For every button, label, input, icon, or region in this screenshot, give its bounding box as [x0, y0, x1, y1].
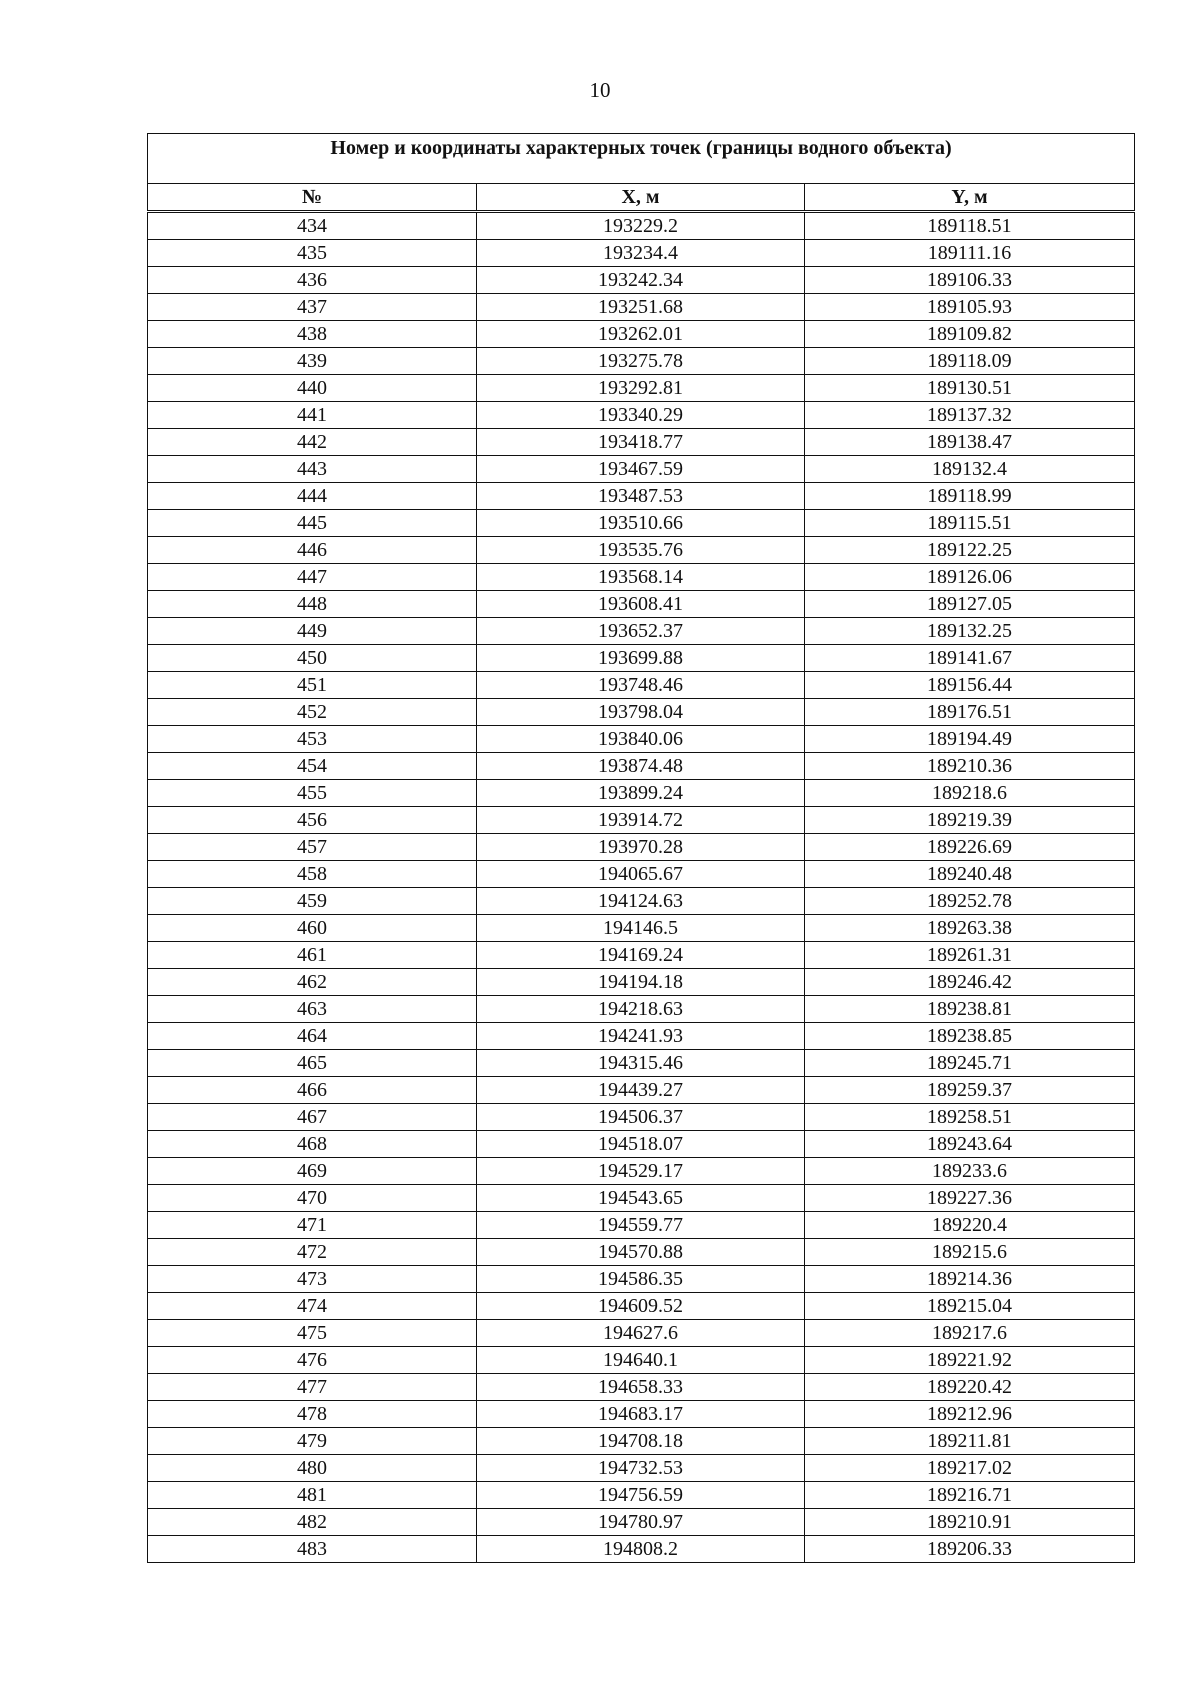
table-row	[148, 591, 1135, 618]
cell-y-coordinate: 189238.81	[805, 996, 1135, 1023]
cell-point-number: 459	[148, 888, 477, 915]
column-header-y: Y, м	[805, 184, 1135, 212]
cell-point-number: 456	[148, 807, 477, 834]
cell-point-number: 434	[148, 212, 477, 240]
cell-x-coordinate: 194315.46	[477, 1050, 805, 1077]
cell-point-number: 452	[148, 699, 477, 726]
table-row	[148, 1428, 1135, 1455]
cell-x-coordinate: 193840.06	[477, 726, 805, 753]
cell-y-coordinate: 189141.67	[805, 645, 1135, 672]
cell-point-number: 449	[148, 618, 477, 645]
table-row	[148, 618, 1135, 645]
cell-x-coordinate: 194506.37	[477, 1104, 805, 1131]
cell-y-coordinate: 189246.42	[805, 969, 1135, 996]
table-row	[148, 375, 1135, 402]
cell-point-number: 470	[148, 1185, 477, 1212]
cell-x-coordinate: 193798.04	[477, 699, 805, 726]
cell-x-coordinate: 194124.63	[477, 888, 805, 915]
cell-y-coordinate: 189118.51	[805, 212, 1135, 240]
cell-point-number: 457	[148, 834, 477, 861]
table-title: Номер и координаты характерных точек (границы водного объекта)	[148, 134, 1135, 184]
table-row	[148, 1212, 1135, 1239]
cell-y-coordinate: 189130.51	[805, 375, 1135, 402]
cell-point-number: 477	[148, 1374, 477, 1401]
table-row	[148, 1374, 1135, 1401]
table-row	[148, 942, 1135, 969]
cell-y-coordinate: 189219.39	[805, 807, 1135, 834]
cell-x-coordinate: 193970.28	[477, 834, 805, 861]
cell-x-coordinate: 194559.77	[477, 1212, 805, 1239]
cell-x-coordinate: 193234.4	[477, 240, 805, 267]
cell-y-coordinate: 189233.6	[805, 1158, 1135, 1185]
cell-point-number: 471	[148, 1212, 477, 1239]
table-row	[148, 753, 1135, 780]
cell-point-number: 472	[148, 1239, 477, 1266]
table-body	[148, 212, 1135, 1563]
cell-point-number: 463	[148, 996, 477, 1023]
cell-point-number: 482	[148, 1509, 477, 1536]
cell-point-number: 441	[148, 402, 477, 429]
cell-point-number: 438	[148, 321, 477, 348]
cell-x-coordinate: 194518.07	[477, 1131, 805, 1158]
cell-x-coordinate: 194586.35	[477, 1266, 805, 1293]
cell-point-number: 437	[148, 294, 477, 321]
cell-y-coordinate: 189258.51	[805, 1104, 1135, 1131]
table-row	[148, 1401, 1135, 1428]
cell-y-coordinate: 189217.02	[805, 1455, 1135, 1482]
table-row	[148, 402, 1135, 429]
cell-point-number: 479	[148, 1428, 477, 1455]
table-row	[148, 294, 1135, 321]
cell-point-number: 473	[148, 1266, 477, 1293]
cell-y-coordinate: 189122.25	[805, 537, 1135, 564]
coordinates-table	[147, 133, 1135, 1563]
column-header-number: №	[148, 184, 477, 212]
cell-x-coordinate: 193568.14	[477, 564, 805, 591]
table-row	[148, 699, 1135, 726]
table-row	[148, 834, 1135, 861]
cell-y-coordinate: 189106.33	[805, 267, 1135, 294]
table-row	[148, 429, 1135, 456]
cell-y-coordinate: 189214.36	[805, 1266, 1135, 1293]
cell-y-coordinate: 189216.71	[805, 1482, 1135, 1509]
cell-y-coordinate: 189156.44	[805, 672, 1135, 699]
cell-x-coordinate: 194708.18	[477, 1428, 805, 1455]
cell-x-coordinate: 194658.33	[477, 1374, 805, 1401]
table-row	[148, 1050, 1135, 1077]
cell-y-coordinate: 189127.05	[805, 591, 1135, 618]
cell-x-coordinate: 193874.48	[477, 753, 805, 780]
cell-y-coordinate: 189243.64	[805, 1131, 1135, 1158]
cell-x-coordinate: 194439.27	[477, 1077, 805, 1104]
table-row	[148, 672, 1135, 699]
cell-point-number: 444	[148, 483, 477, 510]
cell-x-coordinate: 193652.37	[477, 618, 805, 645]
cell-x-coordinate: 194640.1	[477, 1347, 805, 1374]
cell-x-coordinate: 194194.18	[477, 969, 805, 996]
cell-x-coordinate: 193242.34	[477, 267, 805, 294]
column-header-x: X, м	[477, 184, 805, 212]
cell-x-coordinate: 194780.97	[477, 1509, 805, 1536]
cell-point-number: 475	[148, 1320, 477, 1347]
table-row	[148, 267, 1135, 294]
cell-point-number: 469	[148, 1158, 477, 1185]
table-row	[148, 1239, 1135, 1266]
cell-x-coordinate: 194529.17	[477, 1158, 805, 1185]
cell-y-coordinate: 189261.31	[805, 942, 1135, 969]
table-row	[148, 996, 1135, 1023]
cell-y-coordinate: 189212.96	[805, 1401, 1135, 1428]
table-row	[148, 1293, 1135, 1320]
cell-point-number: 436	[148, 267, 477, 294]
cell-point-number: 453	[148, 726, 477, 753]
cell-x-coordinate: 193699.88	[477, 645, 805, 672]
cell-y-coordinate: 189220.42	[805, 1374, 1135, 1401]
table-row	[148, 861, 1135, 888]
table-row	[148, 1266, 1135, 1293]
table-row	[148, 1023, 1135, 1050]
cell-point-number: 481	[148, 1482, 477, 1509]
cell-point-number: 435	[148, 240, 477, 267]
cell-point-number: 450	[148, 645, 477, 672]
table-row	[148, 510, 1135, 537]
cell-y-coordinate: 189226.69	[805, 834, 1135, 861]
cell-y-coordinate: 189137.32	[805, 402, 1135, 429]
cell-x-coordinate: 194683.17	[477, 1401, 805, 1428]
cell-point-number: 466	[148, 1077, 477, 1104]
cell-x-coordinate: 194241.93	[477, 1023, 805, 1050]
table-row	[148, 1536, 1135, 1563]
table-row	[148, 1455, 1135, 1482]
table-row	[148, 1482, 1135, 1509]
table-row	[148, 456, 1135, 483]
cell-y-coordinate: 189240.48	[805, 861, 1135, 888]
cell-y-coordinate: 189126.06	[805, 564, 1135, 591]
page-number: 10	[589, 78, 611, 102]
cell-x-coordinate: 194609.52	[477, 1293, 805, 1320]
table-row	[148, 1158, 1135, 1185]
cell-point-number: 448	[148, 591, 477, 618]
table-row	[148, 1185, 1135, 1212]
cell-x-coordinate: 193748.46	[477, 672, 805, 699]
cell-point-number: 476	[148, 1347, 477, 1374]
cell-x-coordinate: 194065.67	[477, 861, 805, 888]
cell-x-coordinate: 193510.66	[477, 510, 805, 537]
cell-point-number: 451	[148, 672, 477, 699]
cell-point-number: 458	[148, 861, 477, 888]
cell-x-coordinate: 193914.72	[477, 807, 805, 834]
cell-point-number: 440	[148, 375, 477, 402]
table-header-row	[148, 184, 1135, 212]
cell-x-coordinate: 193275.78	[477, 348, 805, 375]
cell-y-coordinate: 189118.09	[805, 348, 1135, 375]
cell-y-coordinate: 189206.33	[805, 1536, 1135, 1563]
cell-point-number: 462	[148, 969, 477, 996]
cell-x-coordinate: 193899.24	[477, 780, 805, 807]
table-row	[148, 726, 1135, 753]
table-row	[148, 1509, 1135, 1536]
cell-y-coordinate: 189176.51	[805, 699, 1135, 726]
cell-y-coordinate: 189115.51	[805, 510, 1135, 537]
table-row	[148, 564, 1135, 591]
cell-x-coordinate: 194808.2	[477, 1536, 805, 1563]
cell-y-coordinate: 189217.6	[805, 1320, 1135, 1347]
table-row	[148, 212, 1135, 240]
table-row	[148, 348, 1135, 375]
cell-x-coordinate: 193487.53	[477, 483, 805, 510]
cell-y-coordinate: 189105.93	[805, 294, 1135, 321]
cell-x-coordinate: 193608.41	[477, 591, 805, 618]
cell-x-coordinate: 194570.88	[477, 1239, 805, 1266]
cell-y-coordinate: 189221.92	[805, 1347, 1135, 1374]
cell-y-coordinate: 189218.6	[805, 780, 1135, 807]
cell-point-number: 445	[148, 510, 477, 537]
cell-x-coordinate: 194218.63	[477, 996, 805, 1023]
coordinates-table-container	[147, 133, 1134, 1563]
cell-y-coordinate: 189132.25	[805, 618, 1135, 645]
table-row	[148, 915, 1135, 942]
table-row	[148, 1131, 1135, 1158]
cell-point-number: 443	[148, 456, 477, 483]
table-row	[148, 888, 1135, 915]
cell-point-number: 439	[148, 348, 477, 375]
cell-x-coordinate: 194756.59	[477, 1482, 805, 1509]
cell-x-coordinate: 193292.81	[477, 375, 805, 402]
cell-y-coordinate: 189210.36	[805, 753, 1135, 780]
cell-x-coordinate: 193418.77	[477, 429, 805, 456]
cell-point-number: 465	[148, 1050, 477, 1077]
cell-y-coordinate: 189138.47	[805, 429, 1135, 456]
table-row	[148, 969, 1135, 996]
table-row	[148, 1347, 1135, 1374]
cell-point-number: 480	[148, 1455, 477, 1482]
cell-y-coordinate: 189252.78	[805, 888, 1135, 915]
table-row	[148, 537, 1135, 564]
table-row	[148, 780, 1135, 807]
cell-y-coordinate: 189220.4	[805, 1212, 1135, 1239]
cell-y-coordinate: 189227.36	[805, 1185, 1135, 1212]
cell-x-coordinate: 194732.53	[477, 1455, 805, 1482]
table-row	[148, 321, 1135, 348]
cell-x-coordinate: 193251.68	[477, 294, 805, 321]
table-row	[148, 645, 1135, 672]
table-row	[148, 807, 1135, 834]
table-row	[148, 1104, 1135, 1131]
cell-y-coordinate: 189215.6	[805, 1239, 1135, 1266]
table-row	[148, 240, 1135, 267]
cell-point-number: 454	[148, 753, 477, 780]
cell-y-coordinate: 189259.37	[805, 1077, 1135, 1104]
cell-x-coordinate: 194146.5	[477, 915, 805, 942]
cell-x-coordinate: 194627.6	[477, 1320, 805, 1347]
cell-point-number: 442	[148, 429, 477, 456]
table-row	[148, 1077, 1135, 1104]
table-row	[148, 1320, 1135, 1347]
cell-y-coordinate: 189238.85	[805, 1023, 1135, 1050]
cell-y-coordinate: 189210.91	[805, 1509, 1135, 1536]
cell-y-coordinate: 189111.16	[805, 240, 1135, 267]
cell-x-coordinate: 194543.65	[477, 1185, 805, 1212]
cell-point-number: 467	[148, 1104, 477, 1131]
cell-point-number: 464	[148, 1023, 477, 1050]
table-row	[148, 483, 1135, 510]
cell-point-number: 483	[148, 1536, 477, 1563]
cell-y-coordinate: 189132.4	[805, 456, 1135, 483]
cell-y-coordinate: 189118.99	[805, 483, 1135, 510]
cell-y-coordinate: 189109.82	[805, 321, 1135, 348]
cell-x-coordinate: 193229.2	[477, 212, 805, 240]
cell-y-coordinate: 189211.81	[805, 1428, 1135, 1455]
cell-y-coordinate: 189263.38	[805, 915, 1135, 942]
cell-point-number: 468	[148, 1131, 477, 1158]
cell-x-coordinate: 193535.76	[477, 537, 805, 564]
cell-point-number: 455	[148, 780, 477, 807]
cell-x-coordinate: 193467.59	[477, 456, 805, 483]
cell-y-coordinate: 189245.71	[805, 1050, 1135, 1077]
cell-y-coordinate: 189215.04	[805, 1293, 1135, 1320]
cell-point-number: 447	[148, 564, 477, 591]
cell-x-coordinate: 193340.29	[477, 402, 805, 429]
cell-y-coordinate: 189194.49	[805, 726, 1135, 753]
table-title-row	[148, 134, 1135, 184]
cell-point-number: 461	[148, 942, 477, 969]
cell-point-number: 460	[148, 915, 477, 942]
cell-point-number: 474	[148, 1293, 477, 1320]
cell-point-number: 478	[148, 1401, 477, 1428]
cell-x-coordinate: 194169.24	[477, 942, 805, 969]
cell-point-number: 446	[148, 537, 477, 564]
cell-x-coordinate: 193262.01	[477, 321, 805, 348]
